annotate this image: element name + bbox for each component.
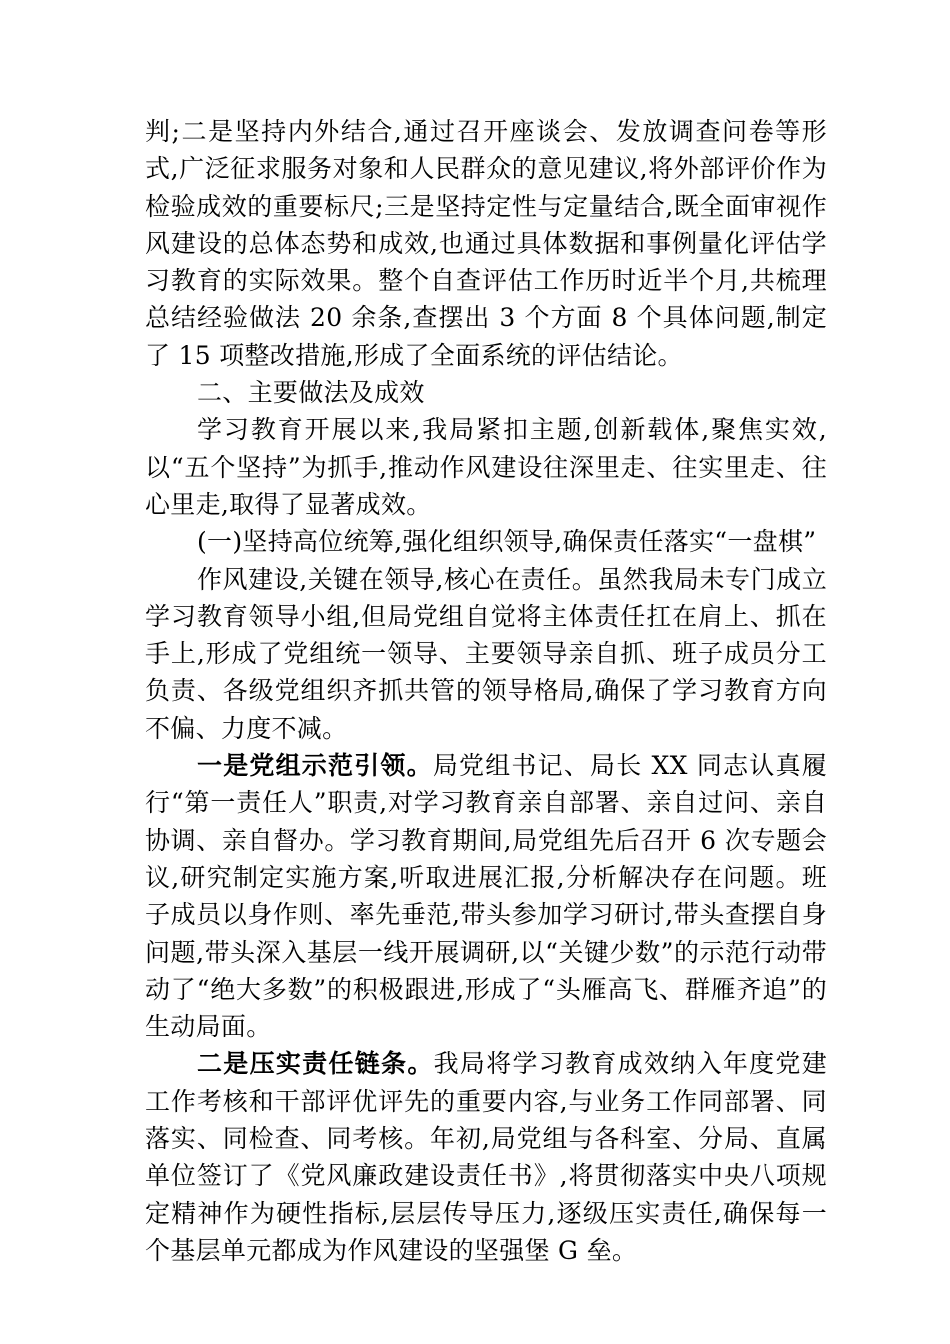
paragraph-leadership (145, 561, 827, 747)
paragraph-lead: 二是压实责任链条。 (197, 1049, 434, 1079)
paragraph-continuation (145, 113, 827, 374)
section-heading (145, 374, 827, 411)
paragraph-text: 判;二是坚持内外结合,通过召开座谈会、发放调查问卷等形式,广泛征求服务对象和人民群众的意见建议,将外部评价作为检验成效的重要标尺;三是坚持定性与定量结合,既全面审视作风建设的总体态势和成效,也通过具体数据和事例量化评估学习教育的实际效果。整个自查评估工作历时近半个月,共梳理总结经验做法 20 余条,查摆出 3 个方面 8 个具体问题,制定了 15 项整改措施,形成了全面系统的评估结论。 (145, 117, 827, 370)
paragraph-responsibility-chain (145, 1045, 827, 1269)
heading-text: 二、主要做法及成效 (197, 378, 425, 408)
paragraph-text: 我局将学习教育成效纳入年度党建工作考核和干部评优评先的重要内容,与业务工作同部署、同落实、同检查、同考核。年初,局党组与各科室、分局、直属单位签订了《党风廉政建设责任书》,将贯彻落实中央八项规定精神作为硬性指标,层层传导压力,逐级压实责任,确保每一个基层单元都成为作风建设的坚强堡 G 垒。 (145, 1049, 827, 1265)
paragraph-lead: 一是党组示范引领。 (197, 751, 433, 781)
paragraph-party-example (145, 747, 827, 1045)
document-page (145, 113, 827, 1269)
subsection-heading (145, 523, 827, 560)
paragraph-intro (145, 411, 827, 523)
paragraph-text: 学习教育开展以来,我局紧扣主题,创新载体,聚焦实效,以“五个坚持”为抓手,推动作风建设往深里走、往实里走、往心里走,取得了显著成效。 (145, 415, 827, 519)
heading-text: (一)坚持高位统筹,强化组织领导,确保责任落实“一盘棋” (197, 527, 817, 557)
paragraph-text: 局党组书记、局长 XX 同志认真履行“第一责任人”职责,对学习教育亲自部署、亲自过问、亲自协调、亲自督办。学习教育期间,局党组先后召开 6 次专题会议,研究制定实施方案,听取进展汇报,分析解决存在问题。班子成员以身作则、率先垂范,带头参加学习研讨,带头查摆自身问题,带头深入基层一线开展调研,以“关键少数”的示范行动带动了“绝大多数”的积极跟进,形成了“头雁高飞、群雁齐追”的生动局面。 (145, 751, 828, 1042)
paragraph-text: 作风建设,关键在领导,核心在责任。虽然我局未专门成立学习教育领导小组,但局党组自觉将主体责任扛在肩上、抓在手上,形成了党组统一领导、主要领导亲自抓、班子成员分工负责、各级党组织齐抓共管的领导格局,确保了学习教育方向不偏、力度不减。 (145, 564, 827, 743)
